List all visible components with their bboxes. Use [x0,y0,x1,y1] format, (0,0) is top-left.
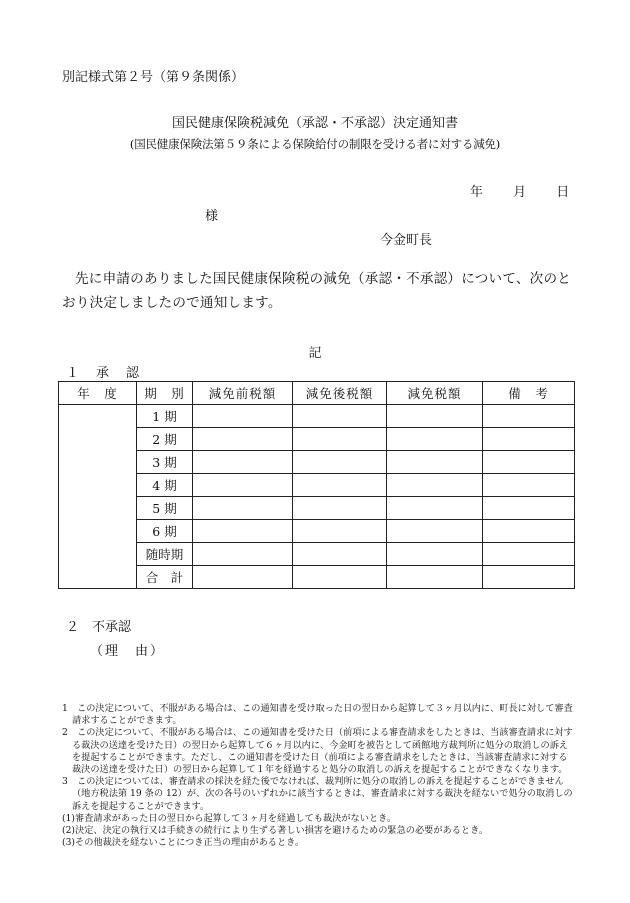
remarks-cell [483,566,575,589]
note-1: 1 この決定について、不服がある場合は、この通知書を受け取った日の翌日から起算して３ヶ月以内に、町長に対して審査請求することができます。 [62,703,573,727]
remarks-cell [483,543,575,566]
remarks-cell [483,497,575,520]
period-label: 3 期 [137,451,193,474]
ki-label: 記 [308,346,322,361]
tax-after-cell [293,405,387,428]
tax-before-cell [193,566,293,589]
document-title: 国民健康保険税減免（承認・不承認）決定通知書 [171,116,458,131]
remarks-cell [483,474,575,497]
tax-before-cell [193,428,293,451]
year-cell [59,405,137,589]
table-row [59,451,575,474]
notes-section [62,703,574,849]
remarks-cell [483,451,575,474]
reduction-cell [387,520,483,543]
tax-before-cell [193,543,293,566]
period-label: 随時期 [137,543,193,566]
table-header-row [59,382,575,405]
period-label-total: 合 計 [137,566,193,589]
note-2: 2 この決定について、不服がある場合は、この通知書を受けた日（前項による審査請求をしたときは、当該審査請求に対する裁決の送達を受けた日）の翌日から起算して６ヶ月以内に、今金町を被告として函館地方裁判所に処分の取消しの訴えを提起することができます。ただし、この通知書を受けた日（前項による審査請求をしたときは、当該審査請求に対する裁決の送達を受けた日）の翌日から起算して１年を経過すると処分の取消しの訴えを提起することができなくなります。 [62,727,573,776]
reduction-cell [387,497,483,520]
column-header-period: 期 別 [137,382,193,405]
period-label: 4 期 [137,474,193,497]
tax-after-cell [293,543,387,566]
tax-after-cell [293,566,387,589]
column-header-reduction: 減免税額 [387,382,483,405]
table-row-total [59,566,575,589]
column-header-tax-after: 減免後税額 [293,382,387,405]
tax-after-cell [293,451,387,474]
column-header-tax-before: 減免前税額 [193,382,293,405]
table-row [59,543,575,566]
sub-note-1: (1)審査請求があった日の翌日から起算して３ヶ月を経過しても裁決がないとき。 [62,812,397,824]
tax-before-cell [193,520,293,543]
reduction-cell [387,543,483,566]
reduction-cell [387,474,483,497]
note-3: 3 この決定については、審査請求の採決を経た後でなければ、裁判所に処分の取消しの訴えを提起することができません（地方税法第 19 条の 12）が、次の各号のいずれかに該当するときは、審査請求に対する裁決を経ないで処分の取消しの訴えを提起することができます。 [62,776,573,812]
form-number: 別記様式第２号（第９条関係） [62,70,245,85]
tax-before-cell [193,474,293,497]
tax-before-cell [193,497,293,520]
approval-heading: １ 承 認 [66,366,142,381]
tax-before-cell [193,451,293,474]
rejection-heading: ２ 不承認 [66,620,132,635]
sub-note-2: (2)決定、決定の執行又は手続きの続行により生ずる著しい損害を避けるための緊急の必要があるとき。 [62,825,489,837]
reduction-cell [387,428,483,451]
recipient-suffix: 様 [205,209,219,224]
remarks-cell [483,428,575,451]
table-row [59,428,575,451]
table-row [59,520,575,543]
reduction-cell [387,405,483,428]
period-label: 5 期 [137,497,193,520]
sub-note-3: (3)その他裁決を経ないことにつき正当の理由があるとき。 [62,837,305,849]
table-row [59,497,575,520]
column-header-remarks: 備 考 [483,382,575,405]
tax-after-cell [293,474,387,497]
issue-date: 年 月 日 [470,185,570,200]
document-subtitle: (国民健康保険法第５９条による保険給付の制限を受ける者に対する減免) [129,137,501,151]
reduction-cell [387,566,483,589]
period-label: 2 期 [137,428,193,451]
table-row [59,474,575,497]
tax-after-cell [293,520,387,543]
tax-after-cell [293,428,387,451]
remarks-cell [483,405,575,428]
tax-after-cell [293,497,387,520]
issuer-name: 今金町長 [380,233,433,248]
reason-label: （理 由） [90,644,166,659]
reduction-cell [387,451,483,474]
column-header-year: 年 度 [59,382,137,405]
tax-before-cell [193,405,293,428]
intro-paragraph: 先に申請のありました国民健康保険税の減免（承認・不承認）について、次のとおり決定しましたので通知します。 [62,271,572,311]
remarks-cell [483,520,575,543]
period-label: 6 期 [137,520,193,543]
table-row [59,405,575,428]
period-label: 1 期 [137,405,193,428]
approval-table [58,381,575,589]
